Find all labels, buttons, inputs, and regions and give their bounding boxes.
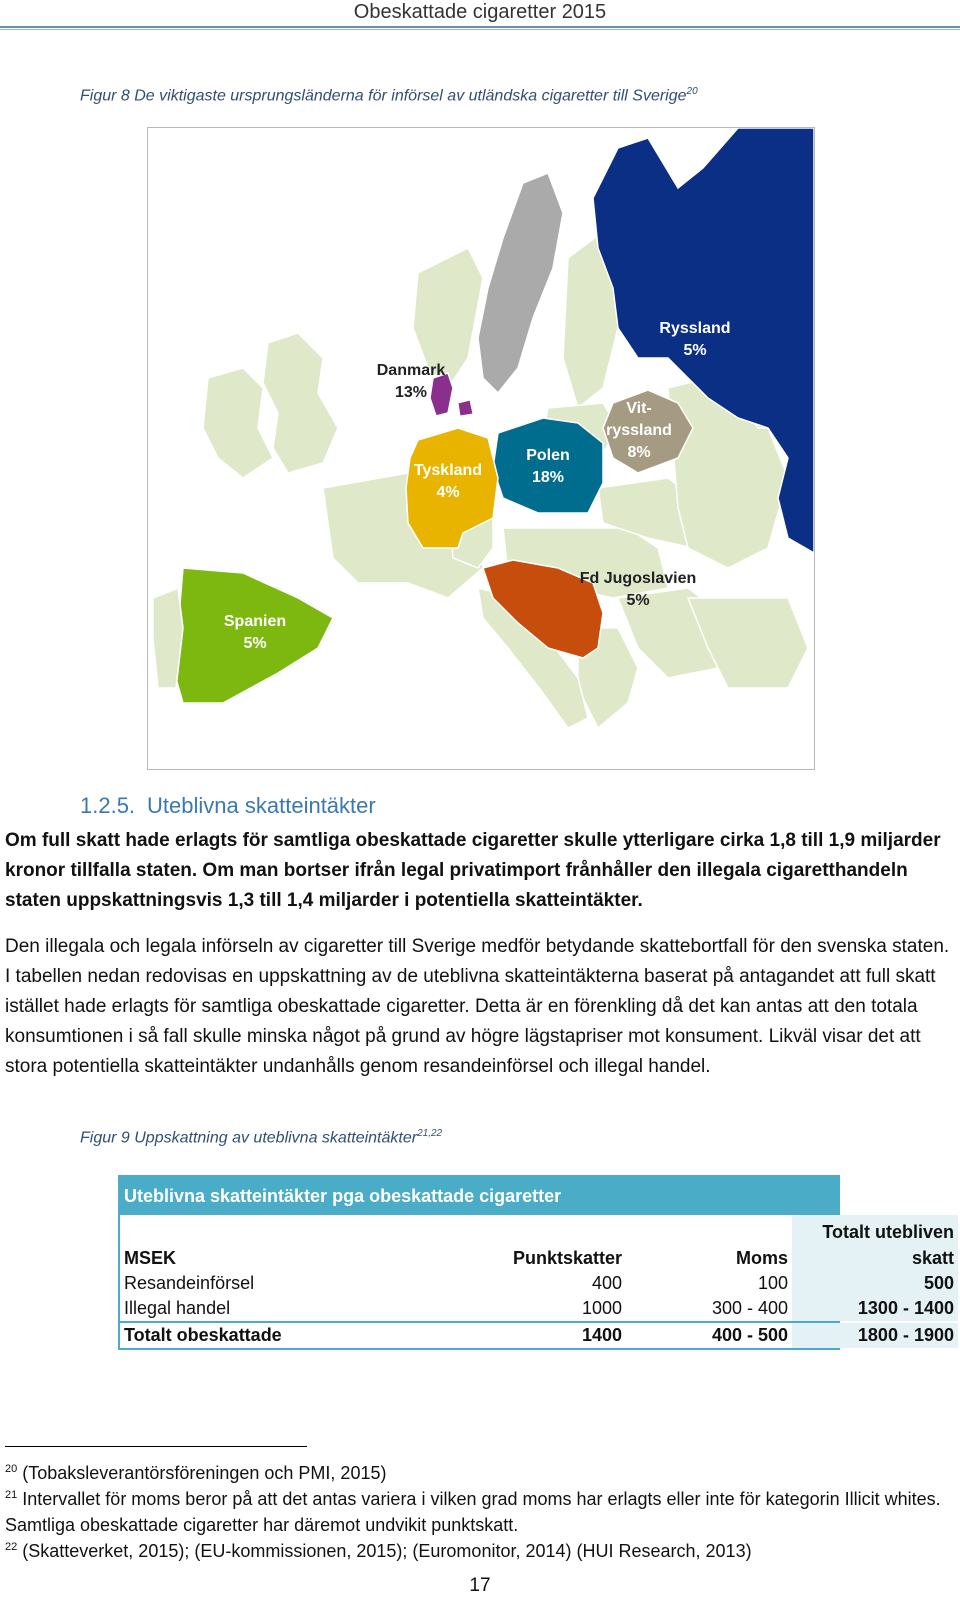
label-ryssland: Ryssland 5% — [659, 320, 731, 359]
label-polen: Polen 18% — [526, 447, 570, 486]
total-moms: 400 - 500 — [711, 1325, 788, 1345]
body-paragraph: Den illegala och legala införseln av cigaretter till Sverige medför betydande skattebortfall för den svenska staten. I tabellen nedan redovisas en uppskattning av de uteblivna skatteintäkterna baserat på antagandet att full skatt istället hade erlagts för samtliga obeskattade cigaretter. Detta är en förenkling då det kan antas att den totala konsumtionen i så fall skulle minska något på grund av högre lägstapriser mot konsument. Likväl visar det att stora potentiella skatteintäkter undanhålls genom resandeinförsel och illegal handel. — [5, 936, 950, 1077]
label-tyskland: Tyskland 4% — [413, 462, 483, 501]
row-total: 1300 - 1400 — [792, 1296, 958, 1321]
row-moms: 300 - 400 — [711, 1298, 788, 1318]
page-number: 17 — [469, 1575, 491, 1596]
row-label: Resandeinförsel — [124, 1273, 255, 1293]
row-punkt: 400 — [591, 1273, 622, 1293]
table-title: Uteblivna skatteintäkter pga obeskattade cigaretter — [120, 1177, 838, 1215]
label-spanien: Spanien 5% — [223, 613, 287, 652]
summary-paragraph: Om full skatt hade erlagts för samtliga obeskattade cigaretter skulle ytterligare cirka 1,8 till 1,9 miljarder kronor tillfalla staten. Om man bortser ifrån legal privatimport frånhåller den illegala cigaretthandeln staten uppskattningsvis 1,3 till 1,4 miljarder i potentiella skatteintäkter. — [5, 830, 941, 911]
row-label: Illegal handel — [124, 1298, 231, 1318]
portugal-shape — [153, 588, 183, 688]
footnote-20: $^{20}$ (Tobaksleverantörsföreningen och PMI, 2015) — [5, 1463, 387, 1483]
figure-8-caption: Figur 8 De viktigaste ursprungsländerna för införsel av utländska cigaretter till Sverige$^{20}$ — [80, 86, 698, 105]
header-moms: Moms — [735, 1248, 788, 1268]
table-total-row — [120, 1321, 954, 1348]
header-punktskatter: Punktskatter — [512, 1248, 622, 1268]
section-heading: 1.2.5. Uteblivna skatteintäkter — [80, 793, 376, 818]
tax-loss-table — [118, 1175, 954, 1350]
table-row — [120, 1296, 954, 1321]
label-danmark: Danmark 13% — [376, 362, 446, 401]
label-vitryssland: Vit- ryssland 8% — [606, 400, 672, 461]
header-msek: MSEK — [124, 1248, 177, 1268]
header-rule — [0, 26, 960, 30]
total-punkt: 1400 — [581, 1325, 622, 1345]
total-label: Totalt obeskattade — [124, 1325, 282, 1345]
figure-9-caption: Figur 9 Uppskattning av uteblivna skatteintäkter$^{21,22}$ — [80, 1128, 443, 1147]
footnote-rule — [5, 1446, 307, 1447]
table-row — [120, 1271, 954, 1296]
table-header-row — [120, 1215, 954, 1271]
footnote-22: $^{22}$ (Skatteverket, 2015); (EU-kommissionen, 2015); (Euromonitor, 2014) (HUI Research, 2013) — [5, 1541, 752, 1561]
denmark-islands-shape — [458, 400, 473, 416]
row-punkt: 1000 — [581, 1298, 622, 1318]
header-totalt: Totalt utebliven skatt — [792, 1215, 958, 1271]
total-total: 1800 - 1900 — [792, 1323, 958, 1348]
europe-map — [147, 127, 815, 770]
label-fd-jugoslavien: Fd Jugoslavien 5% — [579, 570, 697, 609]
running-header: Obeskattade cigaretter 2015 — [353, 1, 607, 23]
footnote-21: $^{21}$ Intervallet för moms beror på att det antas variera i vilken grad moms har erlagts eller inte för kategorin Illicit whites. Samtliga obeskattade cigaretter har däremot undvikit punktskatt. — [5, 1489, 941, 1535]
row-total: 500 — [792, 1271, 958, 1296]
row-moms: 100 — [757, 1273, 788, 1293]
